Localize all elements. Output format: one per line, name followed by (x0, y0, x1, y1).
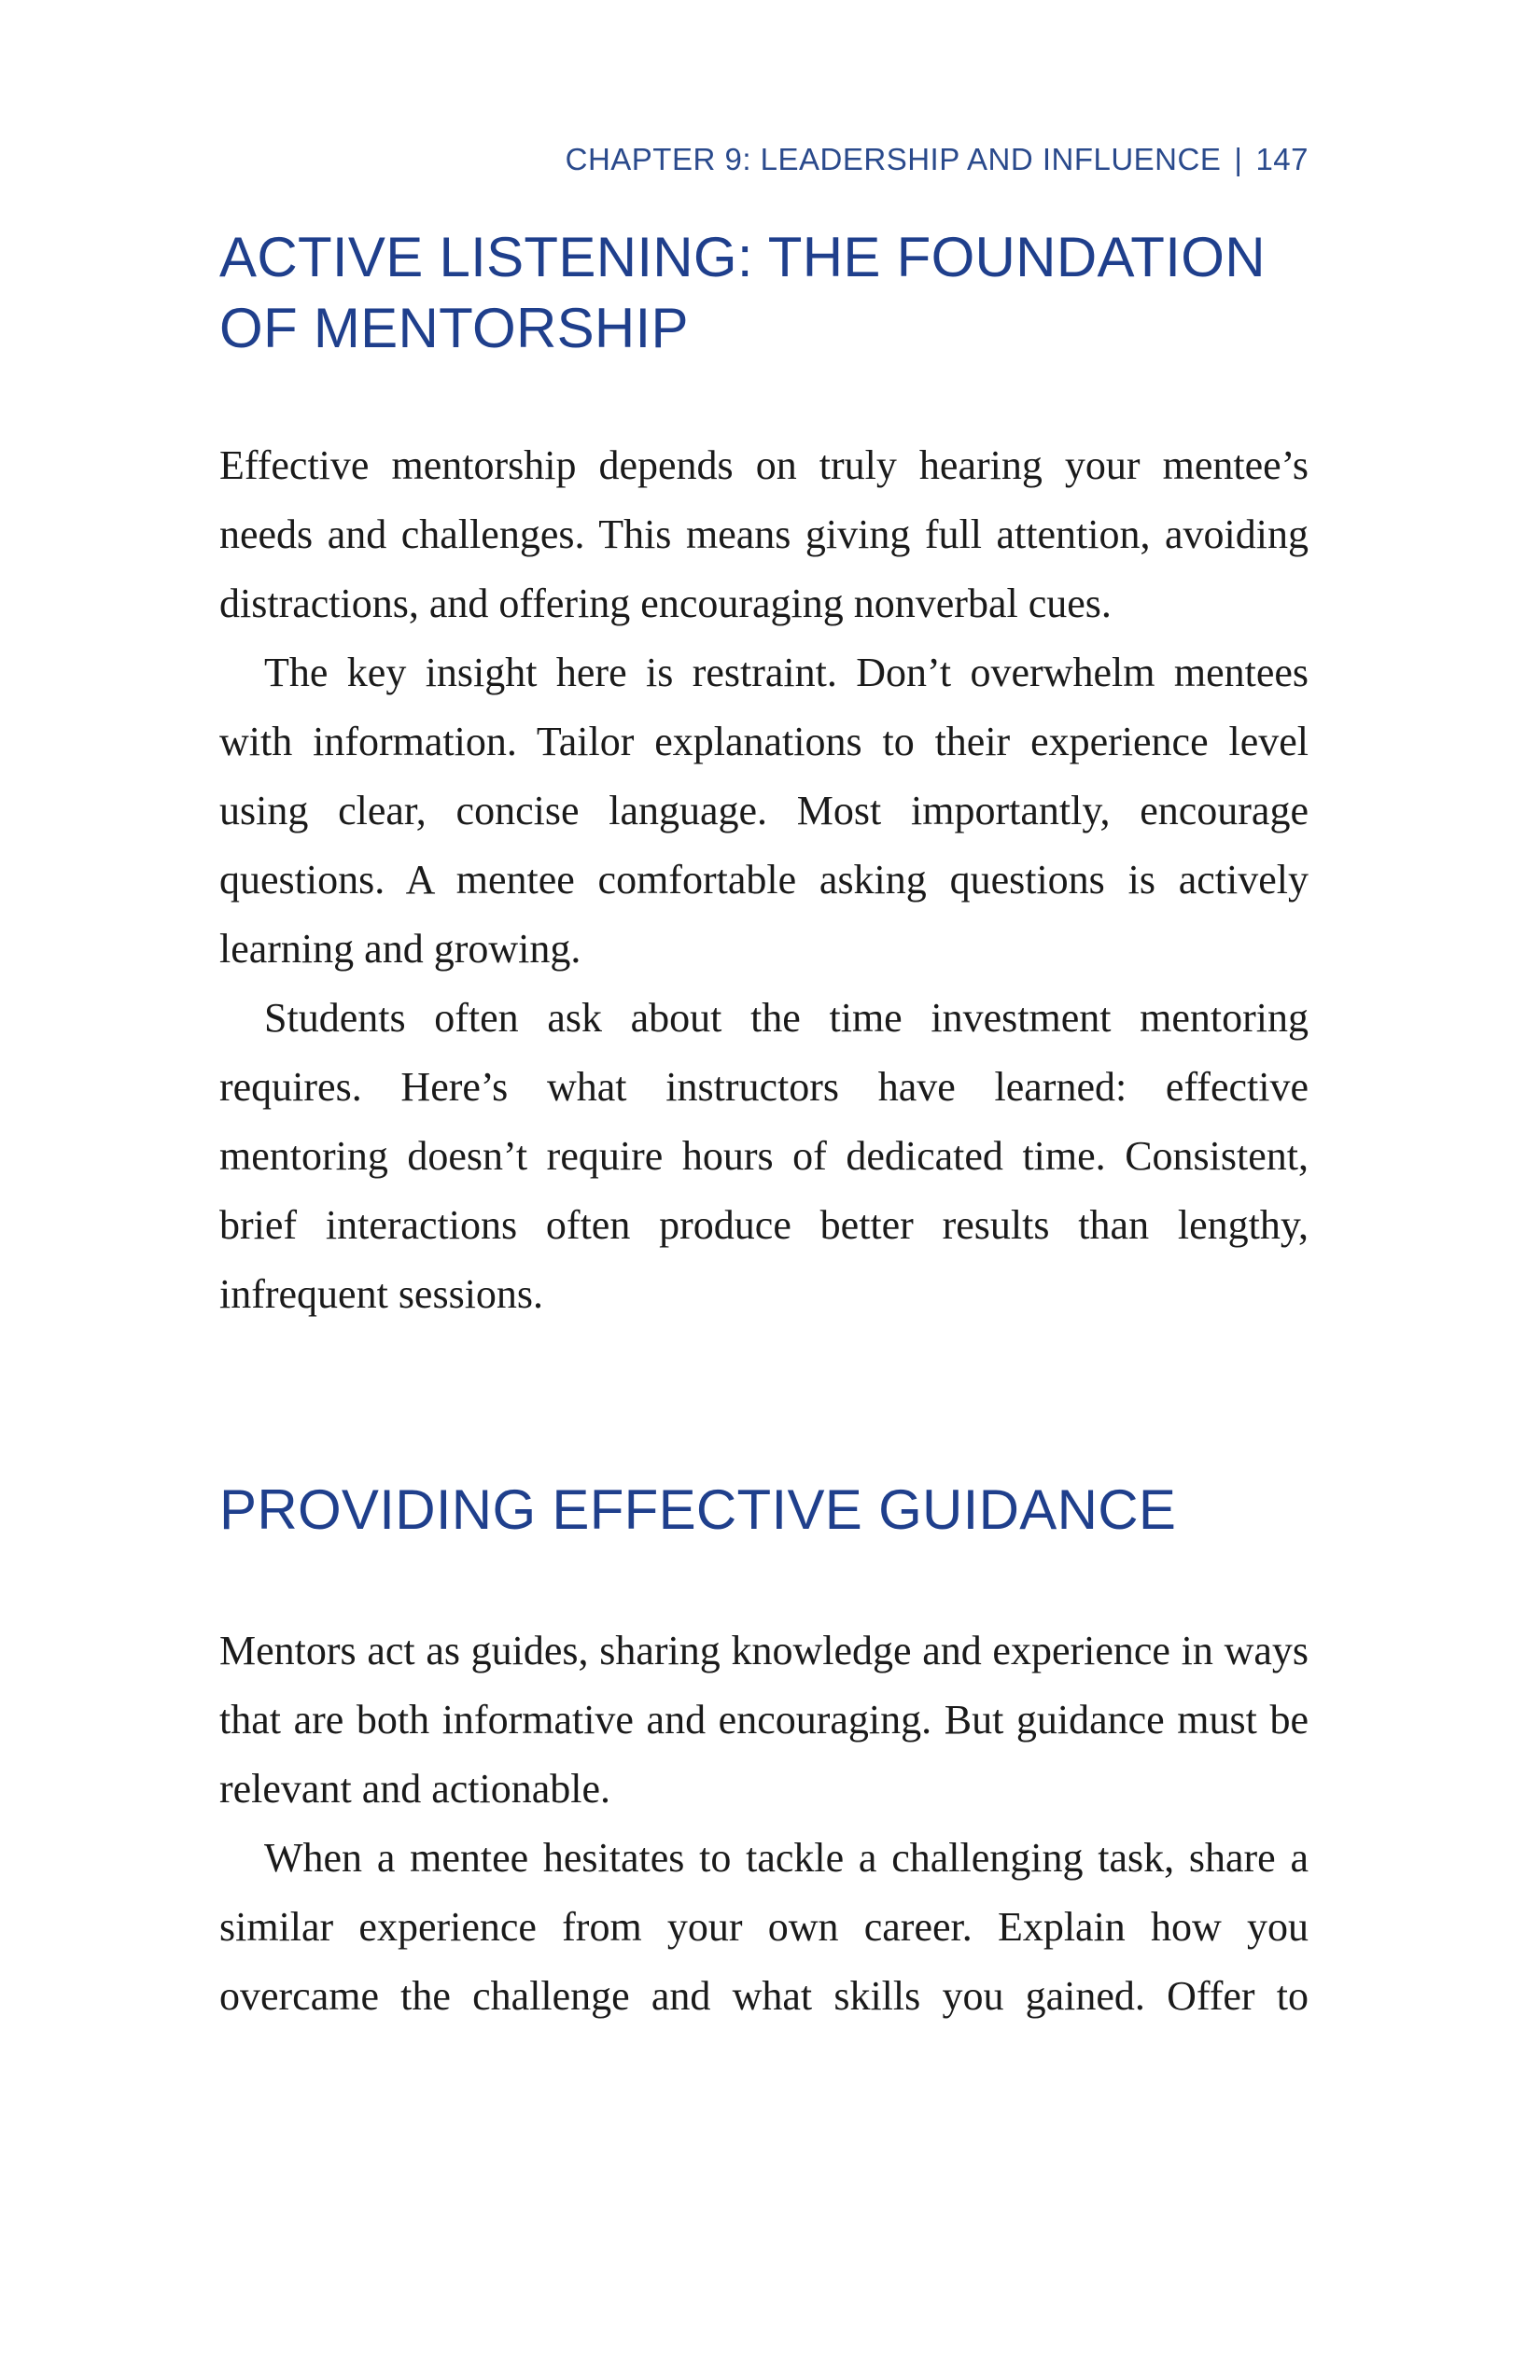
paragraph: Effective mentorship depends on truly hearing your mentee’s needs and challenges. This means giving full attention, avoiding distractions, and offering encouraging nonverbal cues. (219, 442, 1309, 626)
chapter-title: CHAPTER 9: LEADERSHIP AND INFLUENCE (565, 142, 1222, 176)
paragraph: The key insight here is restraint. Don’t overwhelm mentees with information. Tailor explanations to their experience level using clear, concise language. Most importantly, encourage questions. A mentee comfortable asking questions is actively learning and growing. (219, 650, 1309, 972)
paragraph: When a mentee hesitates to tackle a challenging task, share a similar experience from your own career. Explain how you overcame the challenge and what skills you gained. Offer to (219, 1835, 1309, 2019)
running-header (566, 142, 1309, 177)
page-number: 147 (1255, 142, 1309, 176)
section-body-active-listening (219, 431, 1309, 1329)
section-heading-active-listening: ACTIVE LISTENING: THE FOUNDATION OF MENTORSHIP (219, 226, 1266, 359)
paragraph: Students often ask about the time investment mentoring requires. Here’s what instructors have learned: effective mentoring doesn’t require hours of dedicated time. Consistent, brief interactions often produce better results than lengthy, infrequent sessions. (219, 995, 1309, 1317)
section-heading-effective-guidance: PROVIDING EFFECTIVE GUIDANCE (219, 1478, 1177, 1541)
header-separator: | (1234, 142, 1243, 176)
paragraph: Mentors act as guides, sharing knowledge and experience in ways that are both informative and encouraging. But guidance must be relevant and actionable. (219, 1628, 1309, 1812)
section-body-effective-guidance (219, 1617, 1309, 2031)
